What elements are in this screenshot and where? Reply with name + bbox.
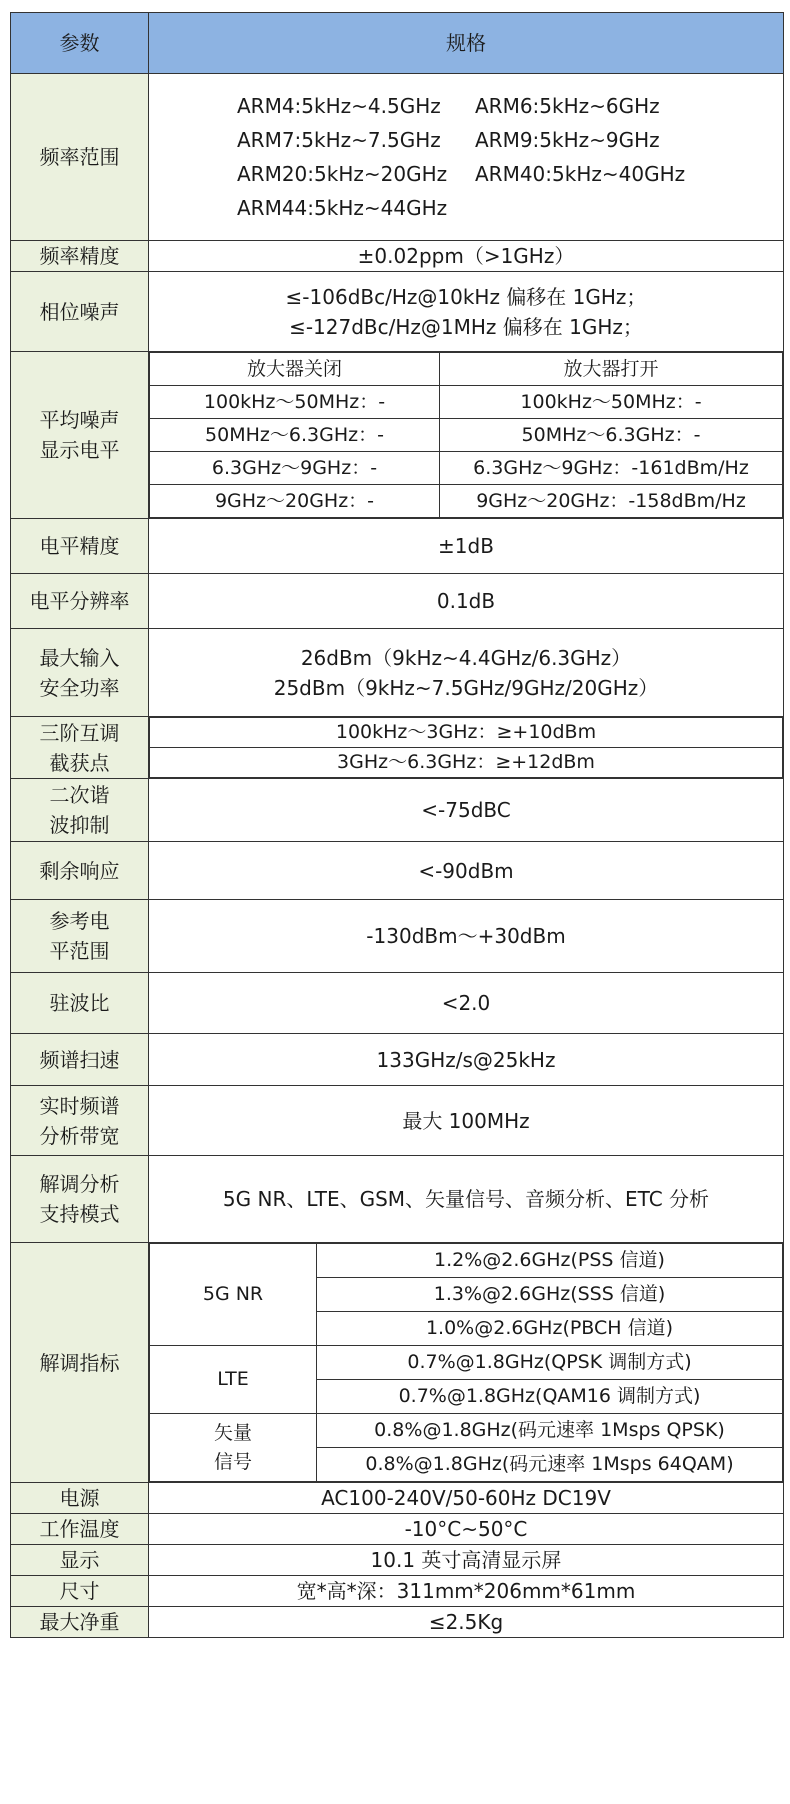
danl-row	[150, 485, 783, 518]
param-label: 电平精度	[11, 519, 149, 574]
param-label-line: 最大输入	[39, 645, 120, 670]
param-label: 剩余响应	[11, 842, 149, 900]
param-label: 频率精度	[11, 241, 149, 272]
header-spec: 规格	[149, 13, 784, 74]
spec-table	[10, 12, 784, 1638]
danl-header-row	[150, 353, 783, 386]
demod-mode	[150, 1414, 317, 1482]
spec-value	[149, 1243, 784, 1483]
param-label	[11, 900, 149, 973]
row-temp	[11, 1514, 784, 1545]
param-label-line: 平均噪声	[39, 408, 120, 432]
param-label-line: 二次谐	[49, 783, 110, 807]
header-row	[11, 13, 784, 74]
danl-row	[150, 452, 783, 485]
row-level-accuracy	[11, 519, 784, 574]
danl-cell: 6.3GHz～9GHz：-	[150, 452, 440, 485]
spec-value	[149, 272, 784, 352]
param-label-line: 实时频谱	[39, 1093, 120, 1118]
demod-mode: LTE	[150, 1346, 317, 1414]
freq-model: ARM44:5kHz~44GHz	[237, 196, 448, 220]
row-vswr	[11, 973, 784, 1034]
freq-model: ARM9:5kHz~9GHz	[475, 128, 660, 152]
param-label-line: 参考电	[49, 909, 110, 933]
row-level-resolution	[11, 574, 784, 629]
param-label: 尺寸	[11, 1576, 149, 1607]
demod-value: 1.0%@2.6GHz(PBCH 信道)	[317, 1312, 783, 1346]
spec-line: ≤-127dBc/Hz@1MHz 偏移在 1GHz；	[289, 314, 643, 339]
toi-row	[150, 748, 783, 778]
danl-cell: 100kHz～50MHz：-	[440, 386, 783, 419]
param-label-line: 支持模式	[39, 1202, 120, 1226]
spec-value	[149, 629, 784, 717]
demod-value: 1.3%@2.6GHz(SSS 信道)	[317, 1278, 783, 1312]
danl-cell: 50MHz～6.3GHz：-	[150, 419, 440, 452]
row-demod-modes	[11, 1156, 784, 1243]
header-param: 参数	[11, 13, 149, 74]
danl-cell: 9GHz～20GHz：-	[150, 485, 440, 518]
demod-row	[150, 1244, 783, 1278]
toi-cell: 100kHz～3GHz：≥+10dBm	[150, 718, 783, 748]
danl-cell: 9GHz～20GHz：-158dBm/Hz	[440, 485, 783, 518]
spec-line: ≤-106dBc/Hz@10kHz 偏移在 1GHz；	[285, 284, 647, 309]
param-label: 驻波比	[11, 973, 149, 1034]
danl-cell: 100kHz～50MHz：-	[150, 386, 440, 419]
spec-value	[149, 717, 784, 779]
row-danl	[11, 352, 784, 519]
freq-model: ARM4:5kHz~4.5GHz	[237, 94, 441, 118]
danl-cell: 50MHz～6.3GHz：-	[440, 419, 783, 452]
row-size	[11, 1576, 784, 1607]
row-toi	[11, 717, 784, 779]
freq-model: ARM40:5kHz~40GHz	[475, 162, 686, 186]
demod-row	[150, 1414, 783, 1448]
demod-subtable	[149, 1243, 783, 1482]
row-ref-level	[11, 900, 784, 973]
freq-model-list	[149, 89, 783, 225]
param-label	[11, 1156, 149, 1243]
demod-row	[150, 1346, 783, 1380]
row-max-input	[11, 629, 784, 717]
param-label-line: 分析带宽	[39, 1123, 120, 1148]
row-phase-noise	[11, 272, 784, 352]
demod-value: 0.7%@1.8GHz(QAM16 调制方式)	[317, 1380, 783, 1414]
row-weight	[11, 1607, 784, 1638]
param-label	[11, 629, 149, 717]
row-rtsa	[11, 1086, 784, 1156]
danl-row	[150, 386, 783, 419]
spec-value	[149, 352, 784, 519]
freq-model: ARM6:5kHz~6GHz	[475, 94, 660, 118]
spec-value: ≤2.5Kg	[149, 1607, 784, 1638]
row-sweep	[11, 1034, 784, 1086]
danl-col-header: 放大器打开	[440, 353, 783, 386]
spec-line: 25dBm（9kHz~7.5GHz/9GHz/20GHz）	[273, 675, 659, 700]
spec-value: AC100-240V/50-60Hz DC19V	[149, 1483, 784, 1514]
spec-value: 最大 100MHz	[149, 1086, 784, 1156]
spec-value	[149, 74, 784, 241]
row-demod-metrics	[11, 1243, 784, 1483]
demod-value: 0.8%@1.8GHz(码元速率 1Msps 64QAM)	[317, 1448, 783, 1482]
param-label-line: 安全功率	[39, 675, 120, 700]
freq-model: ARM20:5kHz~20GHz	[237, 162, 448, 186]
spec-value: -10°C~50°C	[149, 1514, 784, 1545]
param-label: 解调指标	[11, 1243, 149, 1483]
danl-col-header: 放大器关闭	[150, 353, 440, 386]
demod-value: 1.2%@2.6GHz(PSS 信道)	[317, 1244, 783, 1278]
spec-value: 10.1 英寸高清显示屏	[149, 1545, 784, 1576]
param-label: 电源	[11, 1483, 149, 1514]
param-label-line: 平范围	[49, 939, 110, 963]
toi-row	[150, 718, 783, 748]
spec-line: 26dBm（9kHz~4.4GHz/6.3GHz）	[300, 645, 632, 670]
param-label: 工作温度	[11, 1514, 149, 1545]
param-label	[11, 717, 149, 779]
param-label-line: 三阶互调	[39, 720, 120, 745]
toi-cell: 3GHz～6.3GHz：≥+12dBm	[150, 748, 783, 778]
danl-cell: 6.3GHz～9GHz：-161dBm/Hz	[440, 452, 783, 485]
spec-value: 133GHz/s@25kHz	[149, 1034, 784, 1086]
freq-model: ARM7:5kHz~7.5GHz	[237, 128, 441, 152]
param-label-line: 波抑制	[49, 813, 110, 837]
demod-mode-line: 信号	[213, 1450, 252, 1473]
row-display	[11, 1545, 784, 1576]
spec-value: 0.1dB	[149, 574, 784, 629]
spec-value: <-90dBm	[149, 842, 784, 900]
param-label: 最大净重	[11, 1607, 149, 1638]
demod-mode-line: 矢量	[213, 1422, 252, 1444]
spec-value: ±0.02ppm（>1GHz）	[149, 241, 784, 272]
param-label: 电平分辨率	[11, 574, 149, 629]
param-label	[11, 779, 149, 842]
param-label: 显示	[11, 1545, 149, 1576]
row-freq-accuracy	[11, 241, 784, 272]
param-label: 频谱扫速	[11, 1034, 149, 1086]
param-label	[11, 352, 149, 519]
spec-value: 5G NR、LTE、GSM、矢量信号、音频分析、ETC 分析	[149, 1156, 784, 1243]
spec-value: ±1dB	[149, 519, 784, 574]
row-freq-range	[11, 74, 784, 241]
demod-value: 0.7%@1.8GHz(QPSK 调制方式)	[317, 1346, 783, 1380]
spec-value: <2.0	[149, 973, 784, 1034]
row-residual	[11, 842, 784, 900]
param-label-line: 解调分析	[39, 1172, 120, 1196]
param-label: 相位噪声	[11, 272, 149, 352]
spec-value: 宽*高*深：311mm*206mm*61mm	[149, 1576, 784, 1607]
param-label-line: 显示电平	[39, 438, 120, 462]
demod-value: 0.8%@1.8GHz(码元速率 1Msps QPSK)	[317, 1414, 783, 1448]
param-label: 频率范围	[11, 74, 149, 241]
demod-mode: 5G NR	[150, 1244, 317, 1346]
row-power	[11, 1483, 784, 1514]
row-harmonic	[11, 779, 784, 842]
danl-row	[150, 419, 783, 452]
toi-subtable	[149, 717, 783, 778]
danl-subtable	[149, 352, 783, 518]
param-label	[11, 1086, 149, 1156]
spec-value: -130dBm～+30dBm	[149, 900, 784, 973]
param-label-line: 截获点	[49, 750, 110, 775]
spec-value: <-75dBC	[149, 779, 784, 842]
